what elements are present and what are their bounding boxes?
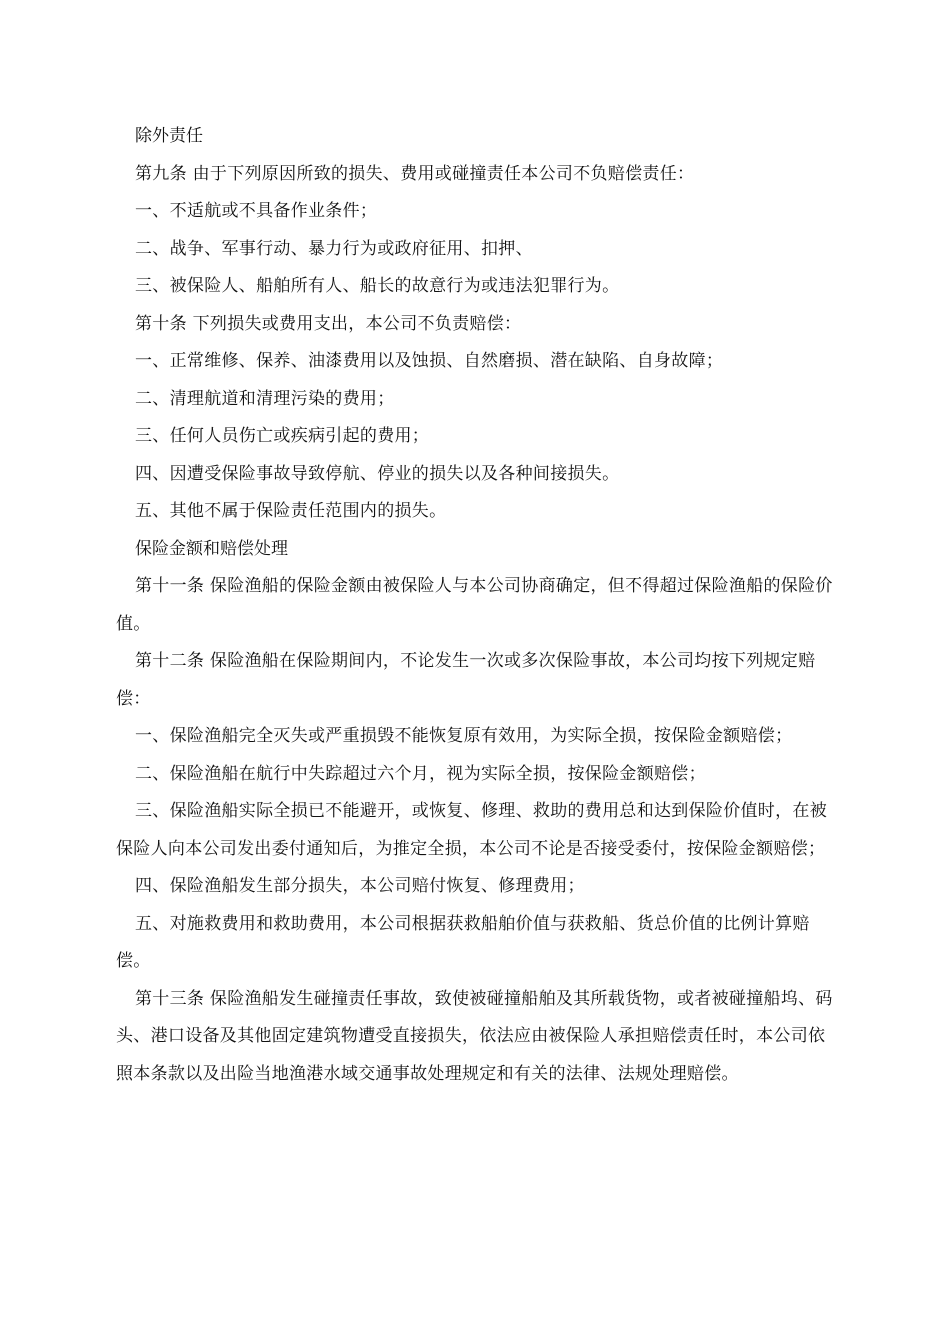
article-10-item-4: 四、因遭受保险事故导致停航、停业的损失以及各种间接损失。 [135,463,620,484]
article-10-item-1: 一、正常维修、保养、油漆费用以及蚀损、自然磨损、潜在缺陷、自身故障； [135,351,724,371]
article-13: 第十三条 保险渔船发生碰撞责任事故，致使被碰撞船舶及其所载货物，或者被碰撞船坞、码头、港口设备及其他固定建筑物遭受直接损失，依法应由被保险人承担赔偿责任时，本公司依照本条款以及出险当地渔港水域交通事故处理规定和有关的法律、法规处理赔偿。 [116,988,833,1084]
section-heading-amount: 保险金额和赔偿处理 [135,538,288,559]
section-heading-exclusions: 除外责任 [135,126,203,146]
article-10-item-5: 五、其他不属于保险责任范围内的损失。 [135,501,447,521]
article-9-item-3: 三、被保险人、船舶所有人、船长的故意行为或违法犯罪行为。 [135,276,620,296]
article-10: 第十条 下列损失或费用支出，本公司不负责赔偿： [135,313,522,334]
article-9: 第九条 由于下列原因所致的损失、费用或碰撞责任本公司不负赔偿责任： [135,163,695,184]
article-12-item-1: 一、保险渔船完全灭失或严重损毁不能恢复原有效用，为实际全损，按保险金额赔偿； [135,726,793,746]
article-11: 第十一条 保险渔船的保险金额由被保险人与本公司协商确定，但不得超过保险渔船的保险价值。 [116,576,833,634]
article-12-item-5: 五、对施救费用和救助费用，本公司根据获救船舶价值与获救船、货总价值的比例计算赔偿。 [116,913,810,971]
article-12-item-4: 四、保险渔船发生部分损失，本公司赔付恢复、修理费用； [135,876,585,896]
document-page [116,118,838,1093]
article-12-item-3: 三、保险渔船实际全损已不能避开，或恢复、修理、救助的费用总和达到保险价值时，在被保险人向本公司发出委付通知后，为推定全损，本公司不论是否接受委付，按保险金额赔偿； [116,801,827,859]
article-9-item-1: 一、不适航或不具备作业条件； [135,201,378,221]
article-9-item-2: 二、战争、军事行动、暴力行为或政府征用、扣押、 [135,238,533,259]
article-12-item-2: 二、保险渔船在航行中失踪超过六个月，视为实际全损，按保险金额赔偿； [135,763,706,784]
article-10-item-3: 三、任何人员伤亡或疾病引起的费用； [135,426,430,446]
article-12: 第十二条 保险渔船在保险期间内，不论发生一次或多次保险事故，本公司均按下列规定赔偿： [116,651,816,709]
article-10-item-2: 二、清理航道和清理污染的费用； [135,388,395,409]
